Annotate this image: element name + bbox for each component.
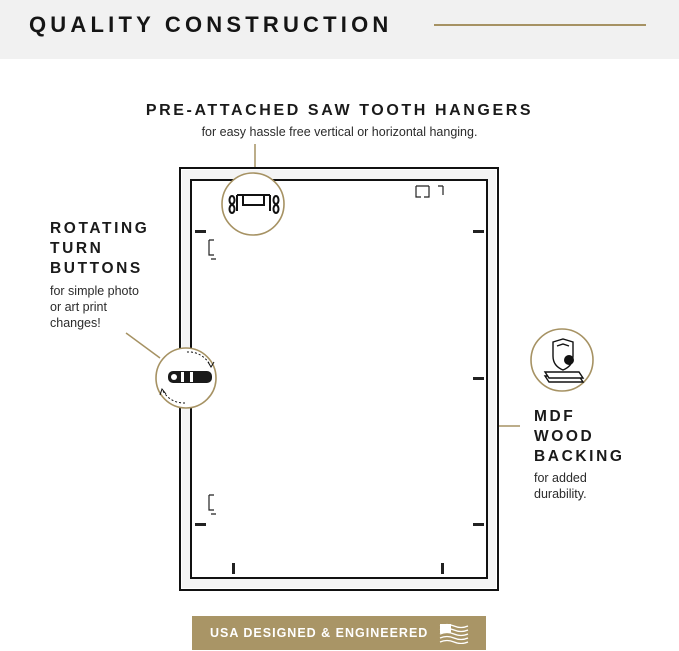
usa-badge — [192, 616, 486, 650]
rotating-leader-line — [126, 333, 160, 358]
page-title: QUALITY CONSTRUCTION — [29, 12, 393, 37]
hangers-description: for easy hassle free vertical or horizontal hanging. — [201, 125, 478, 139]
backing-desc-line: durability. — [534, 487, 587, 501]
backing-title — [534, 407, 625, 467]
rotating-desc-line: or art print — [50, 300, 107, 314]
picture-frame — [180, 168, 498, 590]
backing-desc-line: for added — [534, 471, 587, 485]
badge-text: USA DESIGNED & ENGINEERED — [210, 626, 429, 640]
us-flag-icon — [439, 622, 469, 644]
hangers-title: PRE-ATTACHED SAW TOOTH HANGERS — [145, 102, 534, 119]
rotating-title-line: BUTTONS — [50, 260, 143, 277]
rotating-buttons-description — [50, 283, 139, 331]
backing-title-line: WOOD — [534, 428, 595, 445]
rotating-title-line: ROTATING — [50, 220, 150, 237]
rotating-title-line: TURN — [50, 240, 104, 257]
rotating-desc-line: for simple photo — [50, 284, 139, 298]
backing-description — [534, 470, 587, 502]
backing-icon-circle — [531, 329, 593, 391]
turn-button-magnifier — [156, 348, 216, 408]
backing-title-line: BACKING — [534, 448, 625, 465]
rotating-buttons-title — [50, 219, 149, 279]
backing-title-line: MDF — [534, 408, 576, 425]
hanger-magnifier — [222, 173, 284, 235]
rotating-desc-line: changes! — [50, 316, 101, 330]
